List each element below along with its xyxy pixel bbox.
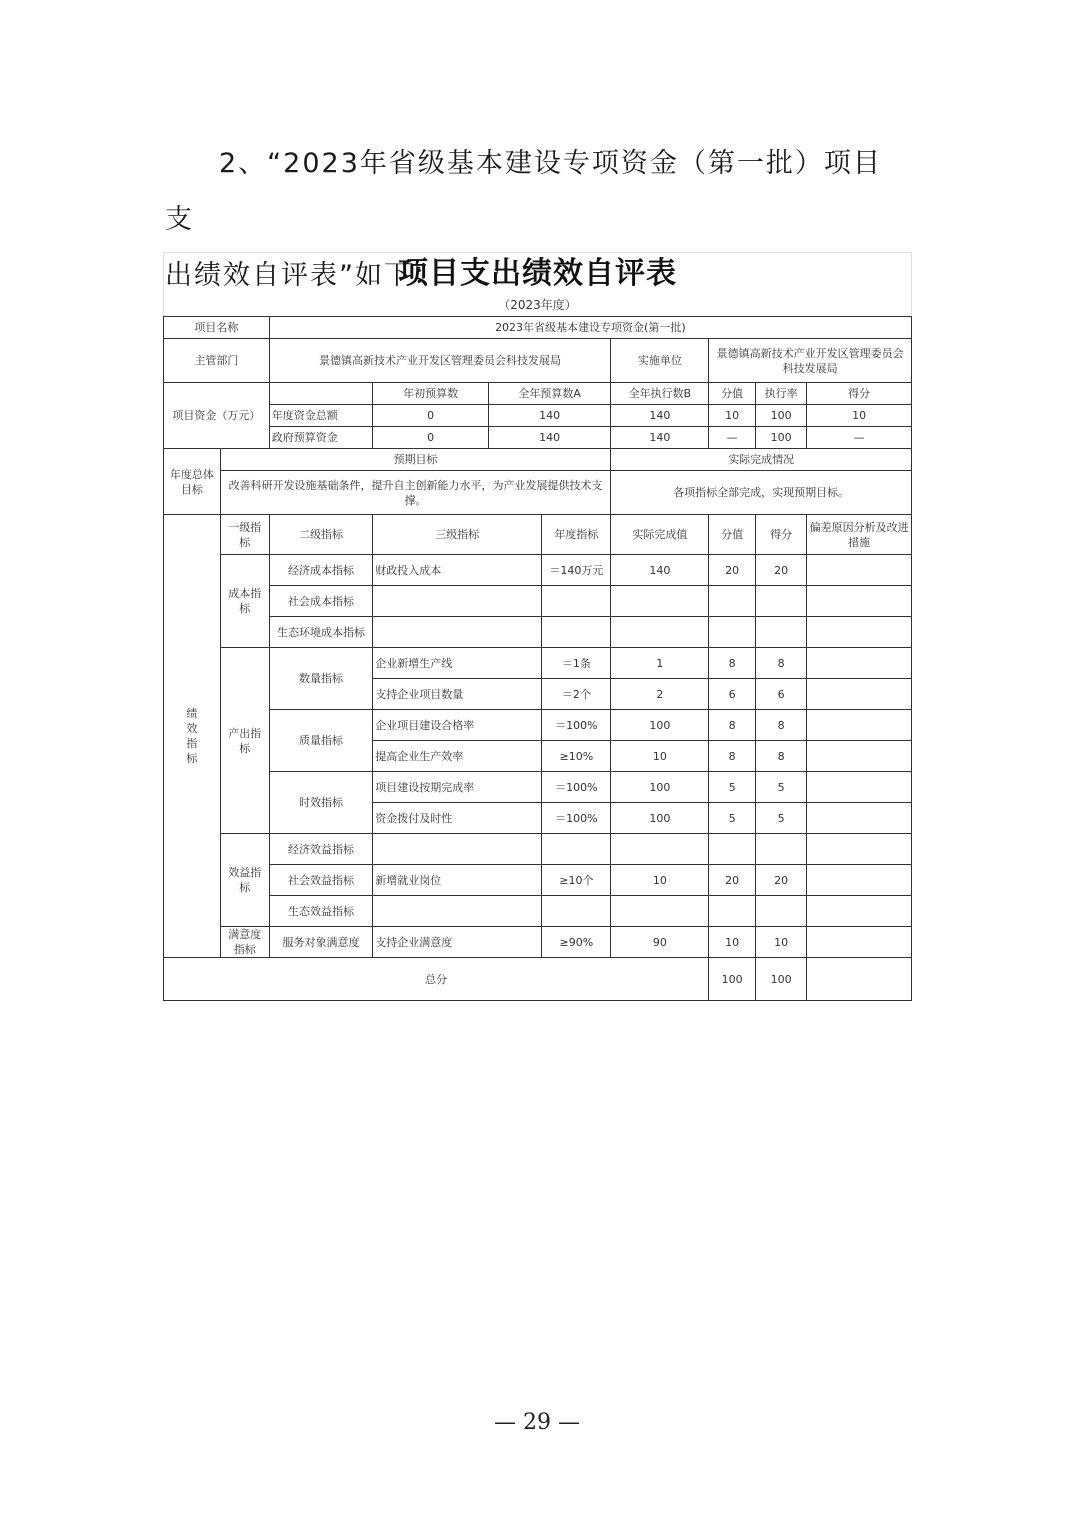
funds-header-score: 得分 (807, 383, 912, 405)
cost-l3: 财政投入成本 (373, 555, 542, 586)
funds-row-weight: — (709, 427, 756, 449)
output-actual: 100 (611, 803, 709, 834)
benefit-score (756, 834, 807, 865)
perf-header-l2: 二级指标 (269, 515, 372, 555)
output-qty-l2: 数量指标 (269, 648, 372, 710)
output-l3: 企业项目建设合格率 (373, 710, 542, 741)
perf-header-l1: 一级指标 (220, 515, 269, 555)
output-l3: 项目建设按期完成率 (373, 772, 542, 803)
cost-target (542, 586, 611, 617)
perf-header-target: 年度指标 (542, 515, 611, 555)
funds-row-score: — (807, 427, 912, 449)
cost-l2: 社会成本指标 (269, 586, 372, 617)
project-name-label: 项目名称 (164, 317, 270, 339)
output-score: 8 (756, 648, 807, 679)
project-name-value: 2023年省级基本建设专项资金(第一批) (269, 317, 911, 339)
output-score: 5 (756, 803, 807, 834)
benefit-deviation (807, 896, 912, 927)
funds-row-rate: 100 (756, 405, 807, 427)
output-target: ＝100% (542, 772, 611, 803)
perf-header-l3: 三级指标 (373, 515, 542, 555)
impl-label: 实施单位 (611, 339, 709, 383)
benefit-score (756, 896, 807, 927)
impl-value: 景德镇高新技术产业开发区管理委员会科技发展局 (709, 339, 912, 383)
cost-deviation (807, 586, 912, 617)
benefit-l2: 经济效益指标 (269, 834, 372, 865)
benefit-l3 (373, 896, 542, 927)
cost-weight (709, 586, 756, 617)
funds-row-weight: 10 (709, 405, 756, 427)
output-l3: 支持企业项目数量 (373, 679, 542, 710)
intro-line-1: 2、“2023年省级基本建设专项资金（第一批）项目支 (165, 148, 882, 235)
intro-line-2: 出绩效自评表”如下： (165, 260, 442, 291)
benefit-actual: 10 (611, 865, 709, 896)
benefit-l2: 生态效益指标 (269, 896, 372, 927)
table-year: （2023年度） (164, 294, 912, 317)
output-target: ＝2个 (542, 679, 611, 710)
output-score: 5 (756, 772, 807, 803)
goal-expected-text: 改善科研开发设施基础条件，提升自主创新能力水平，为产业发展提供技术支撑。 (220, 471, 611, 515)
output-deviation (807, 710, 912, 741)
output-time-l2: 时效指标 (269, 772, 372, 834)
output-score: 6 (756, 679, 807, 710)
funds-row-rate: 100 (756, 427, 807, 449)
goal-actual-text: 各项指标全部完成，实现预期目标。 (611, 471, 912, 515)
perf-header-actual: 实际完成值 (611, 515, 709, 555)
output-l1: 产出指标 (220, 648, 269, 834)
benefit-l2: 社会效益指标 (269, 865, 372, 896)
funds-header-initial: 年初预算数 (373, 383, 489, 405)
table-title: 项目支出绩效自评表 (164, 253, 912, 295)
benefit-l1: 效益指标 (220, 834, 269, 927)
total-deviation (807, 958, 912, 1001)
cost-l1: 成本指标 (220, 555, 269, 648)
output-qual-l2: 质量指标 (269, 710, 372, 772)
benefit-weight (709, 834, 756, 865)
benefit-target: ≥10个 (542, 865, 611, 896)
output-score: 8 (756, 710, 807, 741)
funds-row-score: 10 (807, 405, 912, 427)
satisfaction-target: ≥90% (542, 927, 611, 958)
output-deviation (807, 648, 912, 679)
funds-row-annual: 140 (488, 427, 610, 449)
satisfaction-score: 10 (756, 927, 807, 958)
output-actual: 2 (611, 679, 709, 710)
cost-target: ＝140万元 (542, 555, 611, 586)
cost-actual: 140 (611, 555, 709, 586)
funds-header-blank (269, 383, 372, 405)
output-actual: 100 (611, 772, 709, 803)
cost-deviation (807, 617, 912, 648)
performance-evaluation-table (163, 252, 912, 1001)
funds-row-annual: 140 (488, 405, 610, 427)
benefit-l3: 新增就业岗位 (373, 865, 542, 896)
total-score: 100 (756, 958, 807, 1001)
funds-row-executed: 140 (611, 427, 709, 449)
perf-label: 绩效指标 (164, 515, 221, 958)
output-score: 8 (756, 741, 807, 772)
output-actual: 100 (611, 710, 709, 741)
cost-score (756, 617, 807, 648)
cost-weight: 20 (709, 555, 756, 586)
benefit-actual (611, 896, 709, 927)
benefit-deviation (807, 865, 912, 896)
output-weight: 8 (709, 741, 756, 772)
satisfaction-l3: 支持企业满意度 (373, 927, 542, 958)
goal-label: 年度总体目标 (164, 449, 221, 515)
benefit-weight: 20 (709, 865, 756, 896)
benefit-deviation (807, 834, 912, 865)
cost-l3 (373, 586, 542, 617)
page-number: — 29 — (494, 1410, 580, 1435)
benefit-weight (709, 896, 756, 927)
cost-weight (709, 617, 756, 648)
cost-l2: 生态环境成本指标 (269, 617, 372, 648)
output-weight: 6 (709, 679, 756, 710)
benefit-target (542, 834, 611, 865)
satisfaction-l1: 满意度指标 (220, 927, 269, 958)
funds-row-initial: 0 (373, 427, 489, 449)
funds-row-name: 政府预算资金 (269, 427, 372, 449)
funds-header-executed: 全年执行数B (611, 383, 709, 405)
benefit-l3 (373, 834, 542, 865)
cost-score (756, 586, 807, 617)
perf-header-weight: 分值 (709, 515, 756, 555)
output-target: ＝100% (542, 803, 611, 834)
satisfaction-actual: 90 (611, 927, 709, 958)
goal-actual-label: 实际完成情况 (611, 449, 912, 471)
funds-row-initial: 0 (373, 405, 489, 427)
perf-header-deviation: 偏差原因分析及改进措施 (807, 515, 912, 555)
benefit-target (542, 896, 611, 927)
goal-expected-label: 预期目标 (220, 449, 611, 471)
funds-row-name: 年度资金总额 (269, 405, 372, 427)
cost-actual (611, 586, 709, 617)
benefit-actual (611, 834, 709, 865)
perf-header-score: 得分 (756, 515, 807, 555)
total-weight: 100 (709, 958, 756, 1001)
output-deviation (807, 803, 912, 834)
total-label: 总分 (164, 958, 709, 1001)
output-actual: 10 (611, 741, 709, 772)
funds-header-weight: 分值 (709, 383, 756, 405)
cost-deviation (807, 555, 912, 586)
output-weight: 5 (709, 803, 756, 834)
benefit-score: 20 (756, 865, 807, 896)
output-actual: 1 (611, 648, 709, 679)
output-deviation (807, 679, 912, 710)
dept-value: 景德镇高新技术产业开发区管理委员会科技发展局 (269, 339, 611, 383)
output-l3: 企业新增生产线 (373, 648, 542, 679)
funds-header-rate: 执行率 (756, 383, 807, 405)
output-l3: 资金拨付及时性 (373, 803, 542, 834)
satisfaction-l2: 服务对象满意度 (269, 927, 372, 958)
dept-label: 主管部门 (164, 339, 270, 383)
cost-actual (611, 617, 709, 648)
output-target: ＝100% (542, 710, 611, 741)
output-weight: 5 (709, 772, 756, 803)
output-deviation (807, 741, 912, 772)
cost-l3 (373, 617, 542, 648)
satisfaction-deviation (807, 927, 912, 958)
funds-header-annual: 全年预算数A (488, 383, 610, 405)
output-weight: 8 (709, 710, 756, 741)
output-l3: 提高企业生产效率 (373, 741, 542, 772)
output-deviation (807, 772, 912, 803)
cost-target (542, 617, 611, 648)
funds-label: 项目资金（万元） (164, 383, 270, 449)
cost-score: 20 (756, 555, 807, 586)
output-target: ＝1条 (542, 648, 611, 679)
satisfaction-weight: 10 (709, 927, 756, 958)
funds-row-executed: 140 (611, 405, 709, 427)
output-target: ≥10% (542, 741, 611, 772)
output-weight: 8 (709, 648, 756, 679)
cost-l2: 经济成本指标 (269, 555, 372, 586)
